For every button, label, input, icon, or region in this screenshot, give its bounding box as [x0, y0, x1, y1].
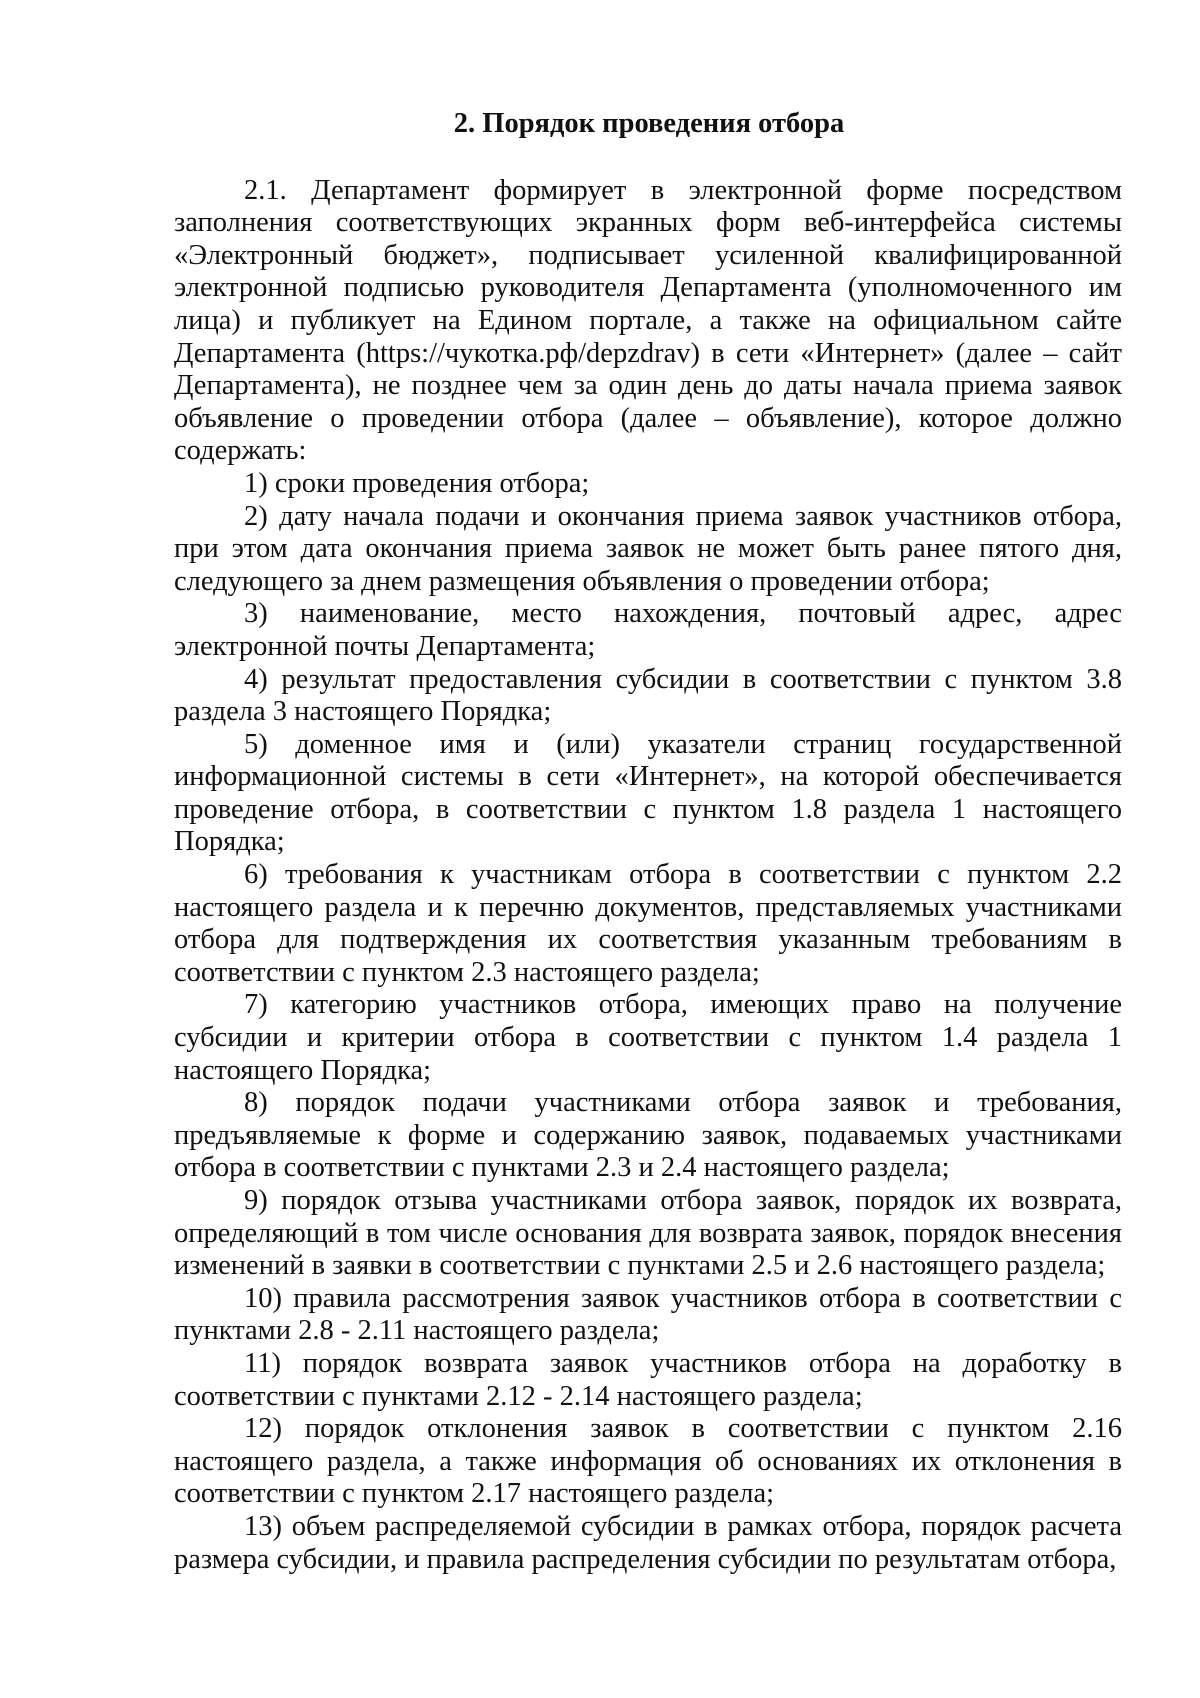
paragraph-2-1: 2.1. Департамент формирует в электронной форме посредством заполнения соответствующих экранных форм веб-интерфейса системы «Электронный бюджет», подписывает усиленной квалифицированной электронной подписью руководителя Департамента (уполномоченного им лица) и публикует на Едином портале, а также на официальном сайте Департамента (https://чукотка.рф/depzdrav) в сети «Интернет» (далее – сайт Департамента), не позднее чем за один день до даты начала приема заявок объявление о проведении отбора (далее – объявление), которое должно содержать:: [174, 174, 1122, 467]
list-item-8: 8) порядок подачи участниками отбора заявок и требования, предъявляемые к форме и содержанию заявок, подаваемых участниками отбора в соответствии с пунктами 2.3 и 2.4 настоящего раздела;: [174, 1087, 1122, 1184]
list-item-12: 12) порядок отклонения заявок в соответствии с пунктом 2.16 настоящего раздела, а также информация об основаниях их отклонения в соответствии с пунктом 2.17 настоящего раздела;: [174, 1413, 1122, 1510]
list-item-11: 11) порядок возврата заявок участников отбора на доработку в соответствии с пунктами 2.12 - 2.14 настоящего раздела;: [174, 1347, 1122, 1412]
section-heading: 2. Порядок проведения отбора: [453, 108, 845, 139]
list-item-1: 1) сроки проведения отбора;: [244, 467, 590, 499]
document-page: [174, 108, 1122, 1576]
list-item-2: 2) дату начала подачи и окончания приема заявок участников отбора, при этом дата окончания приема заявок не может быть ранее пятого дня, следующего за днем размещения объявления о проведении отбора;: [174, 500, 1122, 597]
list-item-10: 10) правила рассмотрения заявок участников отбора в соответствии с пунктами 2.8 - 2.11 настоящего раздела;: [174, 1282, 1122, 1347]
list-item-9: 9) порядок отзыва участниками отбора заявок, порядок их возврата, определяющий в том числе основания для возврата заявок, порядок внесения изменений в заявки в соответствии с пунктами 2.5 и 2.6 настоящего раздела;: [174, 1185, 1122, 1282]
list-item-3: 3) наименование, место нахождения, почтовый адрес, адрес электронной почты Департамента;: [174, 598, 1122, 662]
list-item-5: 5) доменное имя и (или) указатели страниц государственной информационной системы в сети «Интернет», на которой обеспечивается проведение отбора, в соответствии с пунктом 1.8 раздела 1 настоящего Порядка;: [174, 728, 1122, 858]
list-item-7: 7) категорию участников отбора, имеющих право на получение субсидии и критерии отбора в соответствии с пунктом 1.4 раздела 1 настоящего Порядка;: [174, 989, 1122, 1086]
list-item-13: 13) объем распределяемой субсидии в рамках отбора, порядок расчета размера субсидии, и правила распределения субсидии по результатам отбора,: [174, 1510, 1122, 1575]
list-item-4: 4) результат предоставления субсидии в соответствии с пунктом 3.8 раздела 3 настоящего Порядка;: [174, 663, 1122, 728]
list-item-6: 6) требования к участникам отбора в соответствии с пунктом 2.2 настоящего раздела и к перечню документов, представляемых участниками отбора для подтверждения их соответствия указанным требованиям в соответствии с пунктом 2.3 настоящего раздела;: [174, 859, 1122, 988]
